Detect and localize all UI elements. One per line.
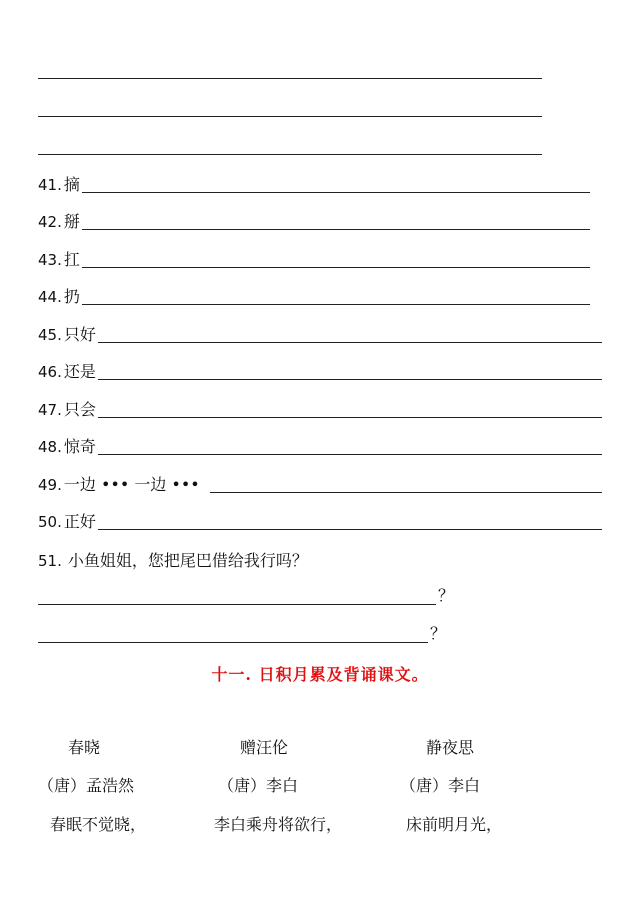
question-mark: ？ (429, 624, 446, 643)
blank-writing-line (38, 116, 542, 117)
answer-line[interactable] (98, 379, 602, 380)
answer-line-51a[interactable] (38, 584, 454, 608)
word-item-48 (38, 434, 602, 458)
word-item-44 (38, 284, 590, 308)
word-item-46 (38, 359, 602, 383)
answer-underline[interactable] (38, 604, 436, 605)
item-number: 44. (38, 288, 62, 306)
item-word: 一边 ••• 一边 ••• (63, 475, 200, 494)
question-mark: ？ (437, 586, 454, 605)
poem-title: 春晓 (68, 738, 101, 757)
item-word: 还是 (63, 362, 96, 381)
answer-line-51b[interactable] (38, 622, 446, 646)
item-number: 41. (38, 176, 62, 194)
item-word: 摘 (63, 175, 80, 194)
poem-author: （唐）李白 (400, 776, 481, 795)
item-word: 掰 (63, 212, 80, 231)
poem-line: 床前明月光， (406, 815, 503, 834)
item-number: 51. (38, 552, 62, 570)
word-item-41 (38, 172, 590, 196)
item-number: 49. (38, 476, 62, 494)
answer-line[interactable] (98, 417, 602, 418)
item-number: 46. (38, 363, 62, 381)
word-item-49 (38, 472, 602, 496)
poem-title: 静夜思 (426, 738, 475, 757)
poem-line: 春眠不觉晓， (50, 815, 147, 834)
answer-line[interactable] (98, 529, 602, 530)
blank-writing-line (38, 154, 542, 155)
item-word: 扔 (63, 287, 80, 306)
section-title: 十一. 日积月累及背诵课文。 (211, 665, 429, 684)
word-item-50 (38, 509, 602, 533)
item-number: 42. (38, 213, 62, 231)
answer-underline[interactable] (38, 642, 428, 643)
question-text: 小鱼姐姐，您把尾巴借给我行吗？ (67, 551, 308, 570)
answer-line[interactable] (210, 492, 602, 493)
word-item-43 (38, 247, 590, 271)
item-word: 只好 (63, 325, 96, 344)
answer-line[interactable] (98, 342, 602, 343)
poem-author: （唐）李白 (218, 776, 299, 795)
item-number: 45. (38, 326, 62, 344)
question-51 (38, 548, 438, 572)
answer-line[interactable] (82, 192, 590, 193)
item-word: 扛 (63, 250, 80, 269)
word-item-47 (38, 397, 602, 421)
answer-line[interactable] (82, 229, 590, 230)
answer-line[interactable] (82, 304, 590, 305)
item-number: 48. (38, 438, 62, 456)
item-number: 50. (38, 513, 62, 531)
word-item-45 (38, 322, 602, 346)
poem-title: 赠汪伦 (240, 738, 289, 757)
blank-writing-line (38, 78, 542, 79)
answer-line[interactable] (98, 454, 602, 455)
poem-author: （唐）孟浩然 (38, 776, 135, 795)
item-number: 43. (38, 251, 62, 269)
item-word: 惊奇 (63, 437, 96, 456)
item-word: 只会 (63, 400, 96, 419)
word-item-42 (38, 209, 590, 233)
item-number: 47. (38, 401, 62, 419)
answer-line[interactable] (82, 267, 590, 268)
poem-line: 李白乘舟将欲行， (214, 815, 343, 834)
item-word: 正好 (63, 512, 96, 531)
